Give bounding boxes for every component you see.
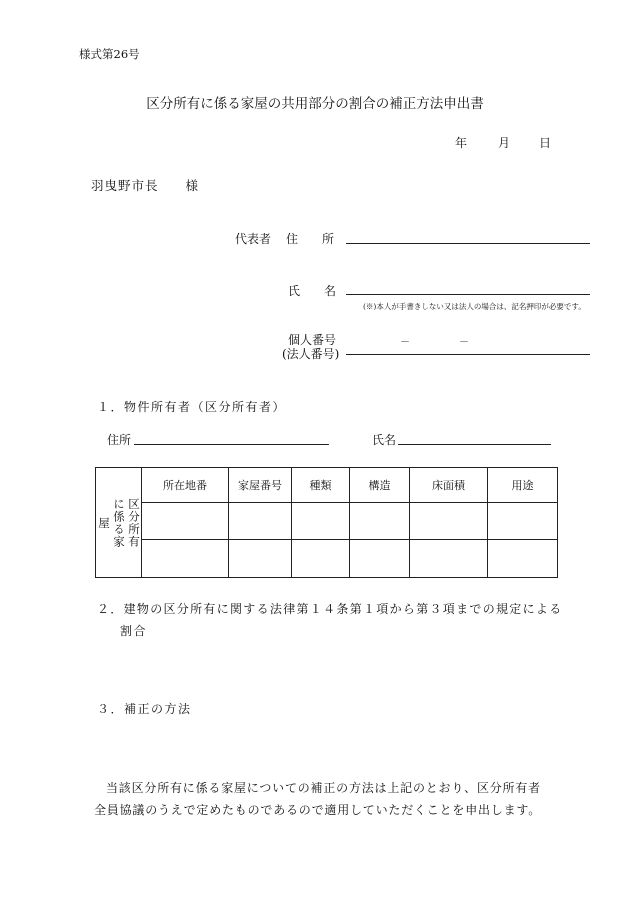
closing-line-1: 当該区分所有に係る家屋についての補正の方法は上記のとおり、区分所有者 [106, 781, 541, 795]
addressee: 羽曳野市長 様 [91, 178, 200, 193]
section1-heading: １．物件所有者（区分所有者） [97, 400, 287, 414]
rep-name-field[interactable] [346, 294, 590, 295]
representative-label: 代表者 [235, 232, 272, 246]
owner-address-field[interactable] [134, 444, 329, 445]
owner-name-field[interactable] [398, 444, 551, 445]
table-cell[interactable] [142, 503, 229, 540]
rep-address-field[interactable] [346, 243, 590, 244]
personal-number-label: 個人番号 [288, 333, 337, 347]
form-number: 様式第26号 [79, 47, 140, 61]
number-separator-1: － [400, 337, 410, 348]
rep-address-label: 住 所 [286, 232, 341, 246]
table-cell[interactable] [410, 503, 488, 540]
table-cell[interactable] [488, 540, 558, 578]
corporate-number-label: (法人番号) [282, 347, 340, 361]
document-title: 区分所有に係る家屋の共用部分の割合の補正方法申出書 [146, 96, 484, 112]
rep-name-label: 氏 名 [288, 284, 343, 298]
table-cell[interactable] [350, 540, 410, 578]
row-header-label: 区分所有に係る家屋 [97, 497, 141, 548]
col-header-usage: 用途 [488, 468, 558, 503]
table-cell[interactable] [142, 540, 229, 578]
col-header-structure: 構造 [350, 468, 410, 503]
table-cell[interactable] [229, 503, 292, 540]
section2-heading: ２．建物の区分所有に関する法律第１４条第１項から第３項までの規定による [97, 602, 563, 616]
property-table [95, 467, 558, 578]
section3-heading: ３．補正の方法 [97, 702, 192, 716]
signature-note: (※)本人が手書きしない又は法人の場合は、記名押印が必要です。 [363, 302, 586, 311]
col-header-floor-area: 床面積 [410, 468, 488, 503]
closing-line-2: 全員協議のうえで定めたものであるので適用していただくことを申出します。 [94, 803, 542, 817]
col-header-type: 種類 [292, 468, 350, 503]
col-header-house-number: 家屋番号 [229, 468, 292, 503]
table-cell[interactable] [229, 540, 292, 578]
section2-heading-cont: 割合 [120, 624, 148, 638]
owner-address-label: 住所 [107, 433, 132, 447]
table-cell[interactable] [292, 503, 350, 540]
table-cell[interactable] [410, 540, 488, 578]
owner-name-label: 氏名 [372, 433, 397, 447]
date-month-label: 月 [498, 136, 511, 150]
row-header-cell [96, 468, 142, 578]
table-cell[interactable] [350, 503, 410, 540]
date-year-label: 年 [455, 136, 468, 150]
table-cell[interactable] [488, 503, 558, 540]
personal-number-field[interactable] [346, 354, 590, 355]
table-cell[interactable] [292, 540, 350, 578]
number-separator-2: － [459, 337, 469, 348]
col-header-location: 所在地番 [142, 468, 229, 503]
date-day-label: 日 [539, 136, 552, 150]
